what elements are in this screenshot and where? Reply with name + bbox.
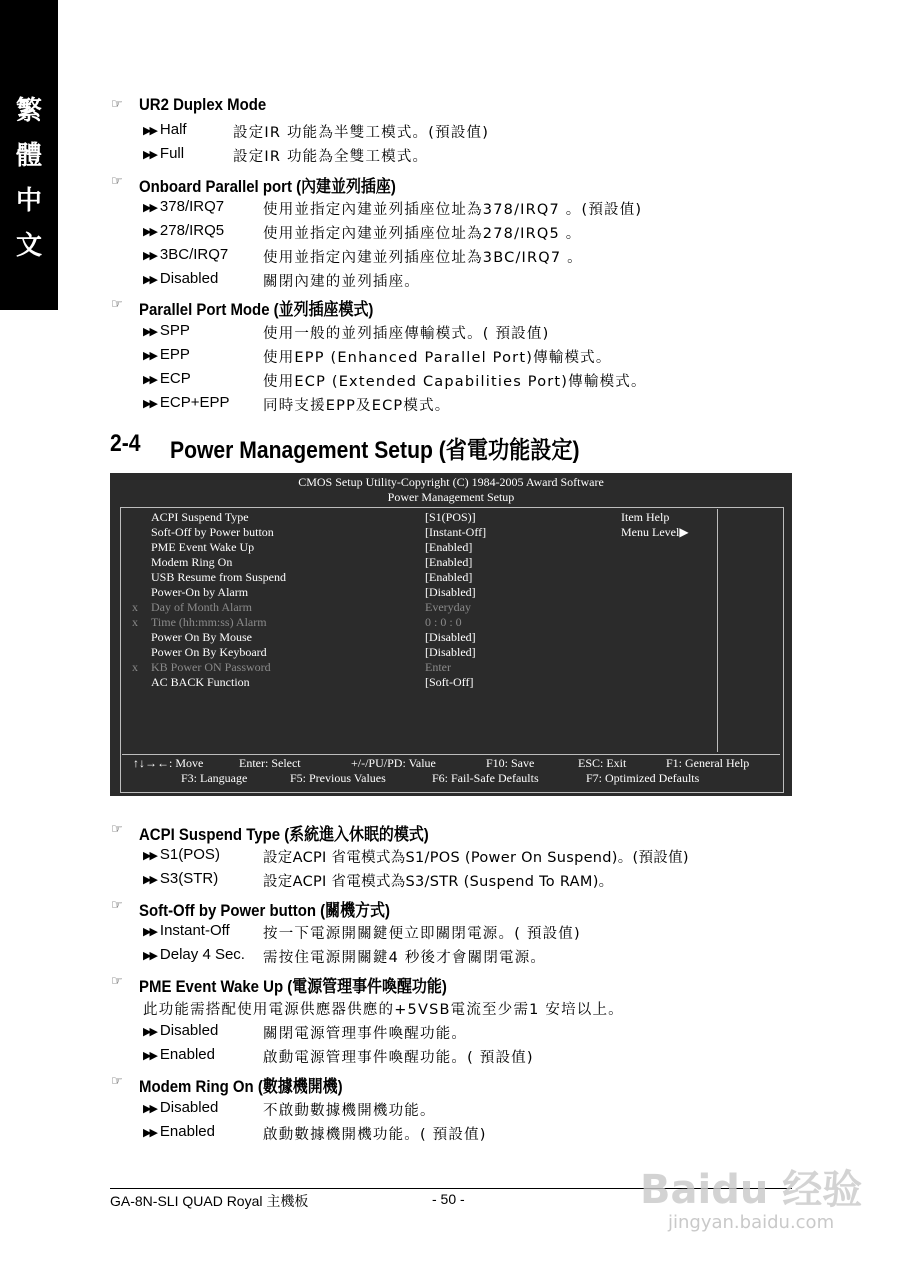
option-name: ▶▶ 3BC/IRQ7 [143,246,229,263]
option-name: ▶▶ Instant-Off [143,922,230,939]
double-arrow-icon: ▶▶ [143,1103,156,1115]
option-name: ▶▶ Disabled [143,1022,219,1039]
bios-screenshot [110,473,792,796]
option-desc: 使用EPP (Enhanced Parallel Port)傳輸模式。 [263,350,612,366]
side-tab-char: 文 [15,231,42,261]
option-name: ▶▶ Disabled [143,270,219,287]
option-desc: 使用一般的並列插座傳輸模式。( 預設值) [263,326,550,342]
language-side-tab [0,0,58,310]
bios-item-value[interactable]: [Disabled] [425,630,476,644]
double-arrow-icon: ▶▶ [143,326,156,338]
hand-pointer-icon: ☞ [111,974,123,989]
footer-page-number: - 50 - [432,1191,465,1207]
double-arrow-icon: ▶▶ [143,274,156,286]
watermark-url: jingyan.baidu.com [668,1212,835,1233]
bios-item-label[interactable]: PME Event Wake Up [151,540,255,554]
bios-item-label[interactable]: AC BACK Function [151,675,250,689]
bios-item-value: 0 : 0 : 0 [425,615,462,629]
double-arrow-icon: ▶▶ [143,1026,156,1038]
double-arrow-icon: ▶▶ [143,1127,156,1139]
section-title: PME Event Wake Up (電源管理事件喚醒功能) [139,977,447,996]
key-hint: F1: General Help [666,756,750,770]
bios-item-value[interactable]: [Enabled] [425,555,473,569]
option-desc: 設定IR 功能為半雙工模式。(預設值) [233,125,490,141]
bios-item-value: Enter [425,660,451,674]
option-desc: 啟動電源管理事件喚醒功能。( 預設值) [263,1050,534,1066]
double-arrow-icon: ▶▶ [143,149,156,161]
bios-help-title: Item Help [621,510,670,524]
side-tab-char: 中 [15,186,42,216]
double-arrow-icon: ▶▶ [143,350,156,362]
key-hint: F5: Previous Values [290,771,386,785]
bios-item-value[interactable]: [Disabled] [425,585,476,599]
side-tab-char: 體 [15,141,42,171]
section-title: Soft-Off by Power button (關機方式) [139,901,390,920]
bios-disabled-mark: x [132,660,138,674]
bios-item-label[interactable]: Modem Ring On [151,555,233,569]
hand-pointer-icon: ☞ [111,97,123,112]
option-desc: 設定ACPI 省電模式為S1/POS (Power On Suspend)。(預設值) [263,850,689,866]
bios-item-value[interactable]: [Enabled] [425,540,473,554]
double-arrow-icon: ▶▶ [143,398,156,410]
option-name: ▶▶ S3(STR) [143,870,219,887]
hand-pointer-icon: ☞ [111,1074,123,1089]
section-heading-title: Power Management Setup (省電功能設定) [170,437,580,464]
section-title: Onboard Parallel port (內建並列插座) [139,177,396,196]
bios-item-label[interactable]: ACPI Suspend Type [151,510,249,524]
section-number: 2-4 [110,430,141,457]
option-desc: 使用ECP (Extended Capabilities Port)傳輸模式。 [263,374,647,390]
key-hint: F6: Fail-Safe Defaults [432,771,539,785]
option-desc: 不啟動數據機開機功能。 [263,1103,436,1119]
option-name: ▶▶ 378/IRQ7 [143,198,225,215]
option-name: ▶▶ Enabled [143,1046,215,1063]
double-arrow-icon: ▶▶ [143,125,156,137]
bios-help-menu-level: Menu Level▶ [621,525,689,539]
bios-subtitle: Power Management Setup [387,490,515,504]
option-desc: 需按住電源開關鍵4 秒後才會關閉電源。 [263,950,547,966]
double-arrow-icon: ▶▶ [143,926,156,938]
section-title: Modem Ring On (數據機開機) [139,1077,343,1096]
section-title: UR2 Duplex Mode [139,95,267,114]
option-name: ▶▶ S1(POS) [143,846,220,863]
option-desc: 關閉電源管理事件喚醒功能。 [263,1026,468,1042]
option-name: ▶▶ ECP [143,370,191,387]
option-desc: 使用並指定內建並列插座位址為3BC/IRQ7 。 [263,250,583,266]
double-arrow-icon: ▶▶ [143,950,156,962]
section-title: Parallel Port Mode (並列插座模式) [139,300,374,319]
bios-item-label: Day of Month Alarm [151,600,252,614]
key-hint: ESC: Exit [578,756,627,770]
option-name: ▶▶ 278/IRQ5 [143,222,225,239]
bios-item-label[interactable]: Power-On by Alarm [151,585,249,599]
bios-item-value[interactable]: [Disabled] [425,645,476,659]
bios-item-value[interactable]: [Enabled] [425,570,473,584]
option-desc: 使用並指定內建並列插座位址為378/IRQ7 。(預設值) [263,202,643,218]
option-desc: 同時支援EPP及ECP模式。 [263,398,451,414]
section-intro: 此功能需搭配使用電源供應器供應的+5VSB電流至少需1 安培以上。 [143,1002,624,1018]
option-name: ▶▶ Full [143,145,185,162]
side-tab-char: 繁 [15,96,42,126]
double-arrow-icon: ▶▶ [143,250,156,262]
option-desc: 按一下電源開關鍵便立即關閉電源。( 預設值) [263,926,581,942]
bios-item-value: Everyday [425,600,471,614]
key-hint: F10: Save [486,756,535,770]
double-arrow-icon: ▶▶ [143,202,156,214]
key-hint: ↑↓→←: Move [133,756,204,770]
bios-item-label[interactable]: Power On By Keyboard [151,645,267,659]
option-name: ▶▶ Enabled [143,1123,215,1140]
bios-item-label: KB Power ON Password [151,660,271,674]
double-arrow-icon: ▶▶ [143,1050,156,1062]
key-hint: F3: Language [181,771,248,785]
bios-item-label: Time (hh:mm:ss) Alarm [151,615,267,629]
bios-item-value[interactable]: [Instant-Off] [425,525,487,539]
option-desc: 使用並指定內建並列插座位址為278/IRQ5 。 [263,226,582,242]
option-name: ▶▶ ECP+EPP [143,394,230,411]
footer-model: GA-8N-SLI QUAD Royal 主機板 [110,1193,309,1209]
option-name: ▶▶ Disabled [143,1099,219,1116]
double-arrow-icon: ▶▶ [143,374,156,386]
hand-pointer-icon: ☞ [111,297,123,312]
bios-divider-horizontal [122,754,780,755]
hand-pointer-icon: ☞ [111,174,123,189]
double-arrow-icon: ▶▶ [143,226,156,238]
section-title: ACPI Suspend Type (系統進入休眠的模式) [139,825,429,844]
option-desc: 設定IR 功能為全雙工模式。 [233,149,429,165]
option-name: ▶▶ SPP [143,322,190,339]
bios-item-label[interactable]: Power On By Mouse [151,630,252,644]
bios-item-value[interactable]: [Soft-Off] [425,675,474,689]
bios-divider-vertical [717,509,718,752]
option-desc: 關閉內建的並列插座。 [263,274,420,290]
watermark-brand: Baidu 经验 [640,1167,863,1213]
option-name: ▶▶ EPP [143,346,190,363]
bios-item-value[interactable]: [S1(POS)] [425,510,476,524]
option-name: ▶▶ Half [143,121,187,138]
bios-disabled-mark: x [132,615,138,629]
key-hint: +/-/PU/PD: Value [351,756,436,770]
option-desc: 設定ACPI 省電模式為S3/STR (Suspend To RAM)。 [263,874,614,890]
hand-pointer-icon: ☞ [111,898,123,913]
key-hint: F7: Optimized Defaults [586,771,700,785]
bios-item-label[interactable]: Soft-Off by Power button [151,525,274,539]
option-name: ▶▶ Delay 4 Sec. [143,946,245,963]
hand-pointer-icon: ☞ [111,822,123,837]
bios-title: CMOS Setup Utility-Copyright (C) 1984-2005 Award Software [298,475,604,489]
double-arrow-icon: ▶▶ [143,874,156,886]
bios-disabled-mark: x [132,600,138,614]
double-arrow-icon: ▶▶ [143,850,156,862]
option-desc: 啟動數據機開機功能。( 預設值) [263,1127,487,1143]
key-hint: Enter: Select [239,756,301,770]
bios-item-label[interactable]: USB Resume from Suspend [151,570,286,584]
